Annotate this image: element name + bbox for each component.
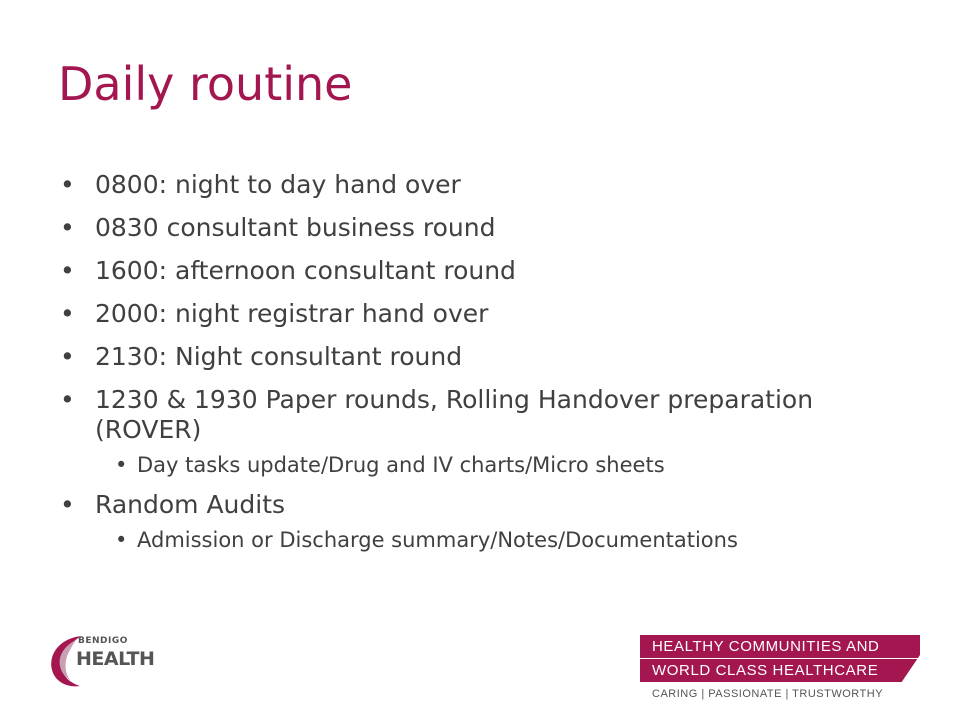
bullet-item: • 1230 & 1930 Paper rounds, Rolling Handover preparation (ROVER) (60, 385, 920, 445)
bullet-item: • 2000: night registrar hand over (60, 299, 920, 329)
bullet-item: • 2130: Night consultant round (60, 342, 920, 372)
bullet-item: • 0800: night to day hand over (60, 170, 920, 200)
bendigo-health-logo (46, 628, 176, 694)
bullet-item: • 1600: afternoon consultant round (60, 256, 920, 286)
logo-big-text: HEALTH (76, 648, 155, 670)
bullet-item: • 0830 consultant business round (60, 213, 920, 243)
tagline-line-1: HEALTHY COMMUNITIES AND (640, 635, 920, 658)
logo-small-text: BENDIGO (78, 636, 128, 646)
sub-bullet-item: • Day tasks update/Drug and IV charts/Micro sheets (60, 451, 920, 479)
sub-bullet-item: • Admission or Discharge summary/Notes/Documentations (60, 526, 920, 554)
tagline-values: CARING | PASSIONATE | TRUSTWORTHY (652, 688, 884, 700)
slide-title: Daily routine (58, 57, 353, 111)
bullet-item: • Random Audits (60, 490, 920, 520)
tagline-line-2: WORLD CLASS HEALTHCARE (640, 659, 920, 682)
tagline-notch (901, 655, 920, 683)
bullet-list (60, 170, 920, 565)
